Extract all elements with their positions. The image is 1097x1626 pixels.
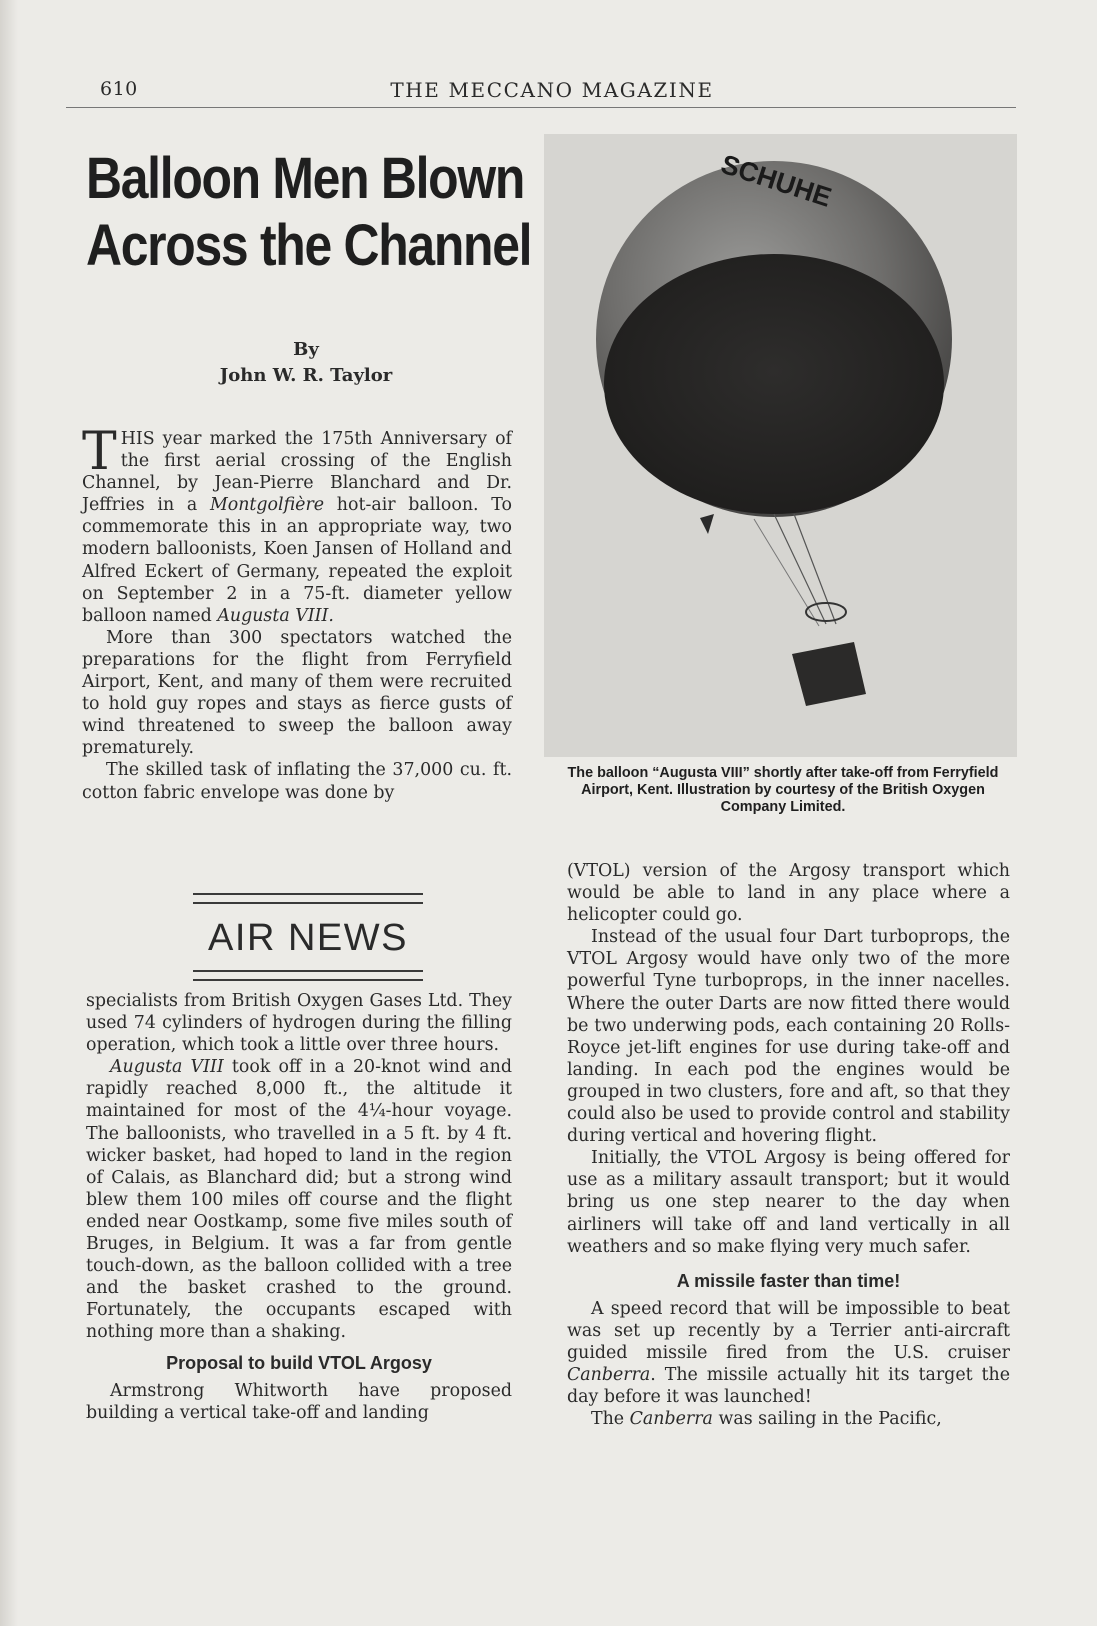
article-paragraph-2: More than 300 spectators watched the preparations for the flight from Ferryfield Airport, Kent, and many of them were recruited to hold guy ropes and stays as fierce gusts of wind threatened to sweep the balloon away prematurely. bbox=[82, 627, 512, 759]
article-paragraph-3-continued: specialists from British Oxygen Gases Ltd. They used 74 cylinders of hydrogen during the filling operation, which took a little over three hours. bbox=[86, 991, 512, 1056]
missile-paragraph-1: A speed record that will be impossible to beat was set up recently by a Terrier anti-aircraft guided missile fired from the U.S. cruiser Canberra. The missile actually hit its target the day before it was launched! bbox=[567, 1298, 1010, 1408]
balloon-illustration bbox=[544, 134, 1017, 757]
drop-cap: T bbox=[82, 422, 117, 482]
article-paragraph-3: The skilled task of inflating the 37,000 cu. ft. cotton fabric envelope was done by bbox=[82, 760, 512, 803]
balloon-lettering: SCHUHE bbox=[717, 148, 836, 213]
byline-author: John W. R. Taylor bbox=[219, 364, 393, 386]
article-paragraph-4: Augusta VIII took off in a 20-knot wind and rapidly reached 8,000 ft., the altitude it maintained for most of the 4¼-hour voyage. The balloonists, who travelled in a 5 ft. by 4 ft. wicker basket, had hoped to land in the region of Calais, as Blanchard did; but a strong wind blew them 100 miles off course and the flight ended near Oostkamp, some five miles south of Bruges, in Belgium. It was a far from gentle touch-down, as the balloon collided with a tree and the basket crashed to the ground. Fortunately, the occupants escaped with nothing more than a shaking. bbox=[86, 1057, 512, 1343]
vtol-paragraph-1: Armstrong Whitworth have proposed building a vertical take-off and landing bbox=[86, 1380, 512, 1423]
air-news-bottom-rule bbox=[193, 970, 423, 981]
page-number: 610 bbox=[100, 78, 138, 100]
article-headline bbox=[86, 146, 532, 279]
missile-subhead: A missile faster than time! bbox=[676, 1270, 901, 1291]
byline bbox=[86, 337, 526, 388]
air-news-top-rule bbox=[193, 893, 423, 904]
header-rule bbox=[66, 107, 1016, 108]
magazine-title: THE MECCANO MAGAZINE bbox=[390, 78, 714, 102]
vtol-paragraph-2: Instead of the usual four Dart turboprops, the VTOL Argosy would have only two of the more powerful Tyne turboprops, in the inner nacelles. Where the outer Darts are now fitted there would be two underwing pods, each containing 20 Rolls-Royce jet-lift engines for use during take-off and landing. In each pod the engines would be grouped in two clusters, fore and aft, so that they could also be used to provide control and stability during vertical and hovering flight. bbox=[567, 927, 1010, 1147]
headline-line-2: Across the Channel bbox=[86, 212, 532, 278]
vtol-paragraph-3: Initially, the VTOL Argosy is being offered for use as a military assault transport; but it would bring us one step nearer to the day when airliners will take off and land vertically in all weathers and so make flying very much safer. bbox=[567, 1148, 1010, 1257]
air-news-title: AIR NEWS bbox=[208, 917, 408, 959]
headline-line-1: Balloon Men Blown bbox=[86, 146, 525, 211]
missile-paragraph-2: The Canberra was sailing in the Pacific, bbox=[591, 1409, 942, 1430]
balloon-shadow bbox=[604, 254, 944, 514]
balloon-photo bbox=[544, 134, 1017, 757]
vtol-subhead: Proposal to build VTOL Argosy bbox=[166, 1352, 432, 1373]
left-column-lower bbox=[86, 990, 512, 1424]
page-edge-shading bbox=[0, 0, 18, 1626]
vtol-paragraph-1-continued: (VTOL) version of the Argosy transport which would be able to land in any place where a helicopter could go. bbox=[567, 861, 1010, 926]
byline-by: By bbox=[293, 339, 319, 360]
left-column-upper bbox=[82, 422, 512, 804]
right-column bbox=[567, 860, 1010, 1430]
photo-caption: The balloon “Augusta VIII” shortly after take-off from Ferryfield Airport, Kent. Illustration by courtesy of the British Oxygen Company Limited. bbox=[567, 765, 999, 815]
article-paragraph-1: THIS year marked the 175th Anniversary of the first aerial crossing of the English Channel, by Jean-Pierre Blanchard and Dr. Jeffries in a Montgolfière hot-air balloon. To commemorate this in an appropriate way, two modern balloonists, Koen Jansen of Holland and Alfred Eckert of Germany, repeated the exploit on September 2 in a 75-ft. diameter yellow balloon named Augusta VIII. bbox=[82, 422, 512, 626]
air-news-banner bbox=[188, 893, 428, 981]
